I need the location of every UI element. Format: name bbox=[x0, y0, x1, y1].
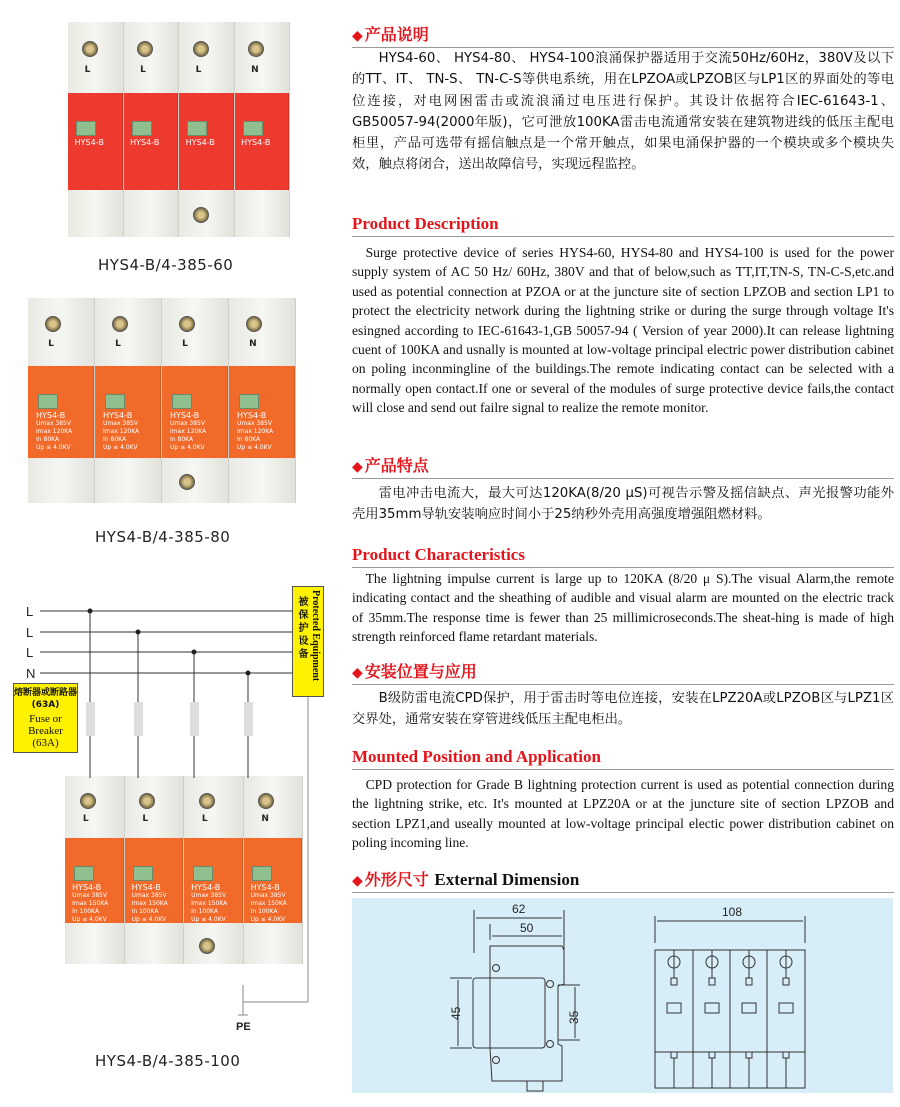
dim-35: 35 bbox=[567, 1010, 581, 1024]
spd-module bbox=[179, 22, 235, 237]
protected-equipment-box bbox=[292, 586, 324, 697]
module-spec-text: HYS4-B bbox=[130, 137, 160, 147]
line-label: L bbox=[26, 604, 34, 619]
fuse-label-cn: 熔断器或断路器(63A) bbox=[14, 688, 78, 710]
module-spec-text: HYS4-B Umax 385V Imax 120KA In 80KA Up ≤ 4.0KV bbox=[36, 410, 73, 451]
module-spec-text: HYS4-B Umax 385V Imax 120KA In 80KA Up ≤ 4.0KV bbox=[170, 410, 207, 451]
diamond-icon: ◆ bbox=[352, 665, 363, 681]
equipment-label-cn: 被保护设备 bbox=[296, 596, 307, 661]
dim-45: 45 bbox=[449, 1006, 463, 1020]
product-caption-100: HYS4-B/4-385-100 bbox=[95, 1052, 241, 1070]
characteristics-en: The lightning impulse current is large up to 120KA (8/20 μ S).The visual Alarm,the remote indicating contact and the sheathing of audible and visual alarm are mounted on the electric track of 35mm.The response time is fewer than 25 millimicroseconds.The sheat-hing is made of high strength reinforced flame retardant materials. bbox=[352, 571, 894, 645]
product-caption-80: HYS4-B/4-385-80 bbox=[95, 528, 231, 546]
description-en: Surge protective device of series HYS4-60, HYS4-80 and HYS4-100 is used for the power supply system of AC 50 Hz/ 60Hz, 380V and that of below,such as TT,IT,TN-S, TN-C-S,etc.and used as potential connection at PZOA or at the juncture site of section LPZOB and section LP1 to protect the electricity network during the lightning strike or during the surge through voltage It's esingned according to IEC-61643-1,GB 50057-94 ( Version of year 2000).It can release lightning cuent of 100KA and usnally is mounted at low-voltage principal electric power distribution cabinet on poling inconmingline of the buildings.The remote indicating contact can be selected with a normally open contact.If one or several of the modules of surge protective device fails,the contact will close and send out failre signal to realize the remote monitor. bbox=[352, 245, 894, 416]
status-window bbox=[105, 394, 125, 409]
module-spec-text: HYS4-B bbox=[74, 137, 104, 147]
spd-module bbox=[68, 22, 124, 237]
dimension-module-detail bbox=[783, 1052, 789, 1058]
spd-module bbox=[28, 298, 95, 503]
terminal-label: N bbox=[249, 339, 257, 349]
section-title: ◆ 外形尺寸 External Dimension bbox=[352, 867, 894, 893]
section-title: Product Characteristics bbox=[352, 545, 894, 568]
terminal-screw-icon bbox=[179, 316, 195, 332]
ground-screw-icon bbox=[179, 474, 195, 490]
terminal-label: N bbox=[261, 813, 269, 824]
dimension-module-detail bbox=[705, 1003, 719, 1013]
fuse-symbols bbox=[86, 702, 253, 736]
dim-50: 50 bbox=[520, 921, 534, 935]
product-image-80 bbox=[28, 298, 296, 503]
dimension-module-detail bbox=[671, 1052, 677, 1058]
section-title: Mounted Position and Application bbox=[352, 747, 894, 770]
terminal-screw-icon bbox=[248, 41, 264, 57]
module-spec-text: HYS4-B Umax 385V Imax 150KA In 100KA Up ≤ 4.0KV bbox=[131, 883, 168, 924]
dimension-module-detail bbox=[667, 1003, 681, 1013]
module-spec-text: HYS4-B Umax 385V Imax 150KA In 100KA Up ≤ 4.0KV bbox=[250, 883, 287, 924]
terminal-label: L bbox=[82, 813, 89, 824]
dimension-drawing bbox=[352, 898, 893, 1093]
wiring-diagram bbox=[0, 580, 340, 1040]
application-cn: B级防雷电流CPD保护，用于雷击时等电位连接，安装在LPZ20A或LPZOB区与LPZ1区交界处，通常安装在穿管进线低压主配电柜出。 bbox=[352, 691, 894, 728]
description-cn: HYS4-60、 HYS4-80、 HYS4-100浪涌保护器适用于交流50Hz/60Hz，380V及以下的TT、IT、 TN-S、 TN-C-S等供电系统，用在LPZOA或LPZOB区与LP1区的界面处的等电位连接，对电网困雷击或流浪涌过电压进行保护。其设计依据符合IEC-61643-1、GB50057-94(2000年版)，它可泄放100KA雷击电流通常安装在建筑物进线的低压主配电柜里，产品可选带有摇信触点是一个常开触点，如果电涌保护器的一个模块或多个模块失效，触点将闭合，送出故障信号，实现远程监控。 bbox=[352, 51, 894, 173]
terminal-label: L bbox=[142, 813, 149, 824]
terminal-screw-icon bbox=[112, 316, 128, 332]
status-window bbox=[38, 394, 58, 409]
section-title: ◆ 产品说明 bbox=[352, 22, 894, 48]
terminal-label: L bbox=[182, 339, 188, 349]
terminal-label: L bbox=[115, 339, 121, 349]
dimension-module-detail bbox=[671, 978, 677, 985]
module-spec-text: HYS4-B Umax 385V Imax 150KA In 100KA Up ≤ 4.0KV bbox=[191, 883, 228, 924]
terminal-screw-icon bbox=[137, 41, 153, 57]
module-spec-text: HYS4-B Umax 385V Imax 120KA In 80KA Up ≤ 4.0KV bbox=[103, 410, 140, 451]
line-label: L bbox=[26, 625, 34, 640]
spd-module bbox=[95, 298, 162, 503]
status-window bbox=[172, 394, 192, 409]
dimension-module-detail bbox=[746, 1052, 752, 1058]
dimension-module-detail bbox=[783, 978, 789, 985]
status-window bbox=[239, 394, 259, 409]
equipment-label-en: Protected Equipment bbox=[310, 590, 321, 682]
section-title: ◆ 产品特点 bbox=[352, 453, 894, 479]
terminal-screw-icon bbox=[193, 41, 209, 57]
module-spec-text: HYS4-B Umax 385V Imax 150KA In 100KA Up ≤ 4.0KV bbox=[72, 883, 109, 924]
spd-module bbox=[162, 298, 229, 503]
pe-label: PE bbox=[236, 1021, 251, 1033]
fuse-label-en: Fuse or Breaker (63A) bbox=[28, 713, 63, 749]
application-en: CPD protection for Grade B lightning protection current is used as potential connection during the lightning strike, etc. It's mounted at LPZ20A or at the juncture site of section LPZOB and section LPZ1,and useally mounted at low-voltage principal electic power distribution cabinet on poling incoming line. bbox=[352, 777, 894, 851]
spd-module bbox=[124, 22, 180, 237]
section-title: Product Description bbox=[352, 214, 894, 237]
terminal-screw-icon bbox=[82, 41, 98, 57]
terminal-label: L bbox=[140, 65, 146, 75]
status-window bbox=[76, 121, 96, 136]
fuse-label-box bbox=[13, 683, 78, 753]
line-label: L bbox=[26, 645, 34, 660]
terminal-screw-icon bbox=[246, 316, 262, 332]
diamond-icon: ◆ bbox=[352, 873, 363, 889]
terminal-screw-icon bbox=[45, 316, 61, 332]
characteristics-cn: 雷电冲击电流大，最大可达120KA(8/20 μS)可视告示警及摇信缺点、声光报警功能外壳用35mm导轨安装响应时间小于25纳秒外壳用高强度增强阻燃材料。 bbox=[352, 486, 894, 523]
dimension-module-detail bbox=[746, 978, 752, 985]
diamond-icon: ◆ bbox=[352, 28, 363, 44]
diamond-icon: ◆ bbox=[352, 459, 363, 475]
terminal-label: L bbox=[201, 813, 208, 824]
module-spec-text: HYS4-B bbox=[185, 137, 215, 147]
dimension-module-detail bbox=[779, 1003, 793, 1013]
spd-module bbox=[235, 22, 291, 237]
dimension-module-detail bbox=[742, 1003, 756, 1013]
module-spec-text: HYS4-B Umax 385V Imax 120KA In 80KA Up ≤ 4.0KV bbox=[237, 410, 274, 451]
line-label: N bbox=[26, 666, 36, 681]
module-spec-text: HYS4-B bbox=[241, 137, 271, 147]
dimension-module-detail bbox=[709, 978, 715, 985]
section-title: ◆ 安装位置与应用 bbox=[352, 659, 894, 685]
status-window bbox=[243, 121, 263, 136]
product-caption-60: HYS4-B/4-385-60 bbox=[98, 256, 234, 274]
terminal-label: N bbox=[251, 65, 259, 75]
status-window bbox=[132, 121, 152, 136]
dimension-module-detail bbox=[709, 1052, 715, 1058]
dim-62: 62 bbox=[512, 902, 526, 916]
terminal-label: L bbox=[48, 339, 54, 349]
spd-module bbox=[229, 298, 296, 503]
status-window bbox=[187, 121, 207, 136]
product-image-60 bbox=[68, 22, 290, 237]
terminal-label: L bbox=[195, 65, 202, 75]
dim-108: 108 bbox=[722, 905, 743, 919]
terminal-label: L bbox=[84, 65, 91, 75]
ground-screw-icon bbox=[193, 207, 209, 223]
